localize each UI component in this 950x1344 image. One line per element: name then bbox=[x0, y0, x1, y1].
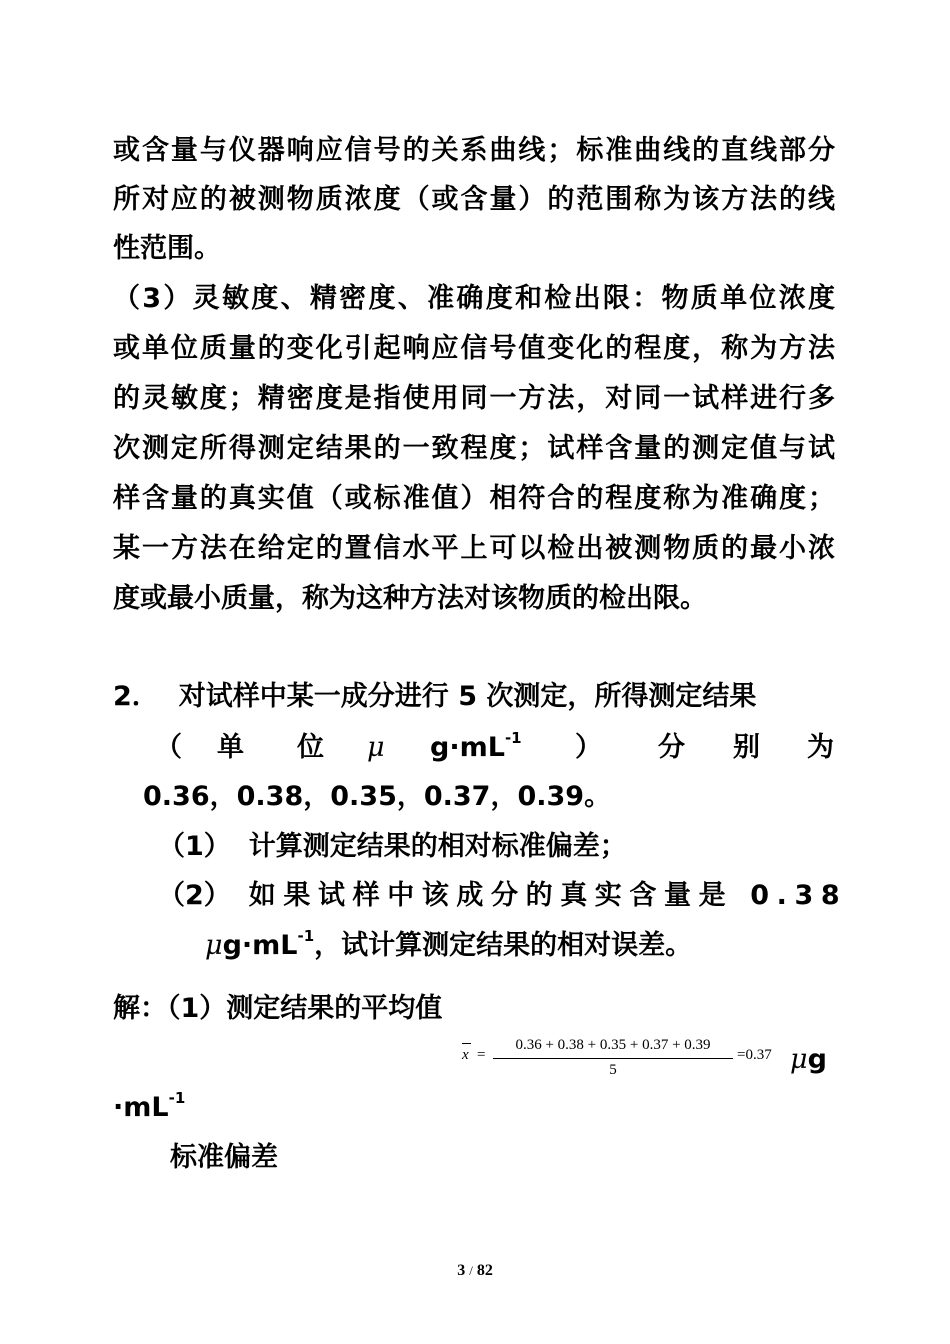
unit-g-ml: $g\cdot mL^{-1}$ bbox=[430, 729, 522, 763]
formula-unit: μg bbox=[790, 1044, 827, 1075]
std-dev-label: 标准偏差 bbox=[170, 1142, 278, 1173]
para1-line2: 所对应的被测物质浓度（或含量）的范围称为该方法的线 bbox=[113, 184, 835, 215]
question-text: 对试样中某一成分进行 5 次测定，所得测定结果 bbox=[178, 681, 757, 712]
question-values: 0.36，0.38，0.35，0.37，0.39。 bbox=[143, 781, 612, 812]
sub-question-2-cont: $\mu g\cdot mL^{-1}$，试计算测定结果的相对误差。 bbox=[205, 927, 693, 961]
formula-denominator: 5 bbox=[609, 1062, 617, 1078]
para1-line3: 性范围。 bbox=[113, 233, 221, 264]
document-page: 或含量与仪器响应信号的关系曲线；标准曲线的直线部分 所对应的被测物质浓度（或含量）的范围称为该方法的线 性范围。 （3）灵敏度、精密度、准确度和检出限：物质单位浓度 或单位质量的变化引起响应信号值变化的程度，称为方法 的灵敏度；精密度是指使用同一方法，对同一试样进行多 次测定所得测定结果的一致程度；试样含量的测定值与试 样含量的真实值（或标准值）相符合的程度称为准确度； 某一方法在给定的置信水平上可以检出被测物质的最小浓 度或最小质量，称为这种方法对该物质的检出限。 2． 对试样中某一成分进行 5 次测定，所得测定结果 （ 单 位 μ $g\cdot mL^{-1}$ ） 分 别 为 0.36，0.38，0.35，0.37，0.39。 （1） 计算测定结果的相对标准偏差； （2） 如果试样中该成分的真实含量是 0.38 $\mu g\cdot mL^{-1}$，试计算测定结果的相对误差。 解：（1）测定结果的平均值 x = 0.36 + 0.38 + 0.35 + 0.37 + 0.39 5 =0.37 μg $\cdot mL^{-1}$ 标准偏差 3 / 82 bbox=[0, 0, 950, 1344]
sub-question-2: （2） 如果试样中该成分的真实含量是 0.38 bbox=[158, 880, 848, 911]
question-line1 bbox=[113, 677, 835, 717]
para2-line1: （3）灵敏度、精密度、准确度和检出限：物质单位浓度 bbox=[113, 283, 835, 314]
x-bar-symbol: x bbox=[462, 1047, 469, 1063]
para2-line6: 某一方法在给定的置信水平上可以检出被测物质的最小浓 bbox=[113, 533, 835, 564]
para2-line2: 或单位质量的变化引起响应信号值变化的程度，称为方法 bbox=[113, 333, 835, 364]
page-number: 3 / 82 bbox=[457, 1262, 493, 1279]
para2-line5: 样含量的真实值（或标准值）相符合的程度称为准确度； bbox=[113, 483, 835, 514]
para2-line7: 度或最小质量，称为这种方法对该物质的检出限。 bbox=[113, 583, 707, 614]
formula-numerator: 0.36 + 0.38 + 0.35 + 0.37 + 0.39 bbox=[515, 1037, 711, 1053]
formula-result: =0.37 bbox=[737, 1047, 772, 1063]
fraction-bar bbox=[493, 1058, 733, 1059]
para1-line1: 或含量与仪器响应信号的关系曲线；标准曲线的直线部分 bbox=[113, 135, 835, 166]
question-number: 2． bbox=[113, 681, 159, 712]
sub-question-1: （1） 计算测定结果的相对标准偏差； bbox=[158, 831, 627, 862]
mu-symbol: μ bbox=[367, 732, 385, 763]
para2-line3: 的灵敏度；精密度是指使用同一方法，对同一试样进行多 bbox=[113, 383, 835, 414]
mean-formula: x = 0.36 + 0.38 + 0.35 + 0.37 + 0.39 5 =0.37 bbox=[462, 1037, 772, 1078]
unit-tail: $\cdot mL^{-1}$ bbox=[113, 1089, 186, 1123]
answer-intro: 解：（1）测定结果的平均值 bbox=[113, 993, 443, 1024]
para2-line4: 次测定所得测定结果的一致程度；试样含量的测定值与试 bbox=[113, 433, 835, 464]
